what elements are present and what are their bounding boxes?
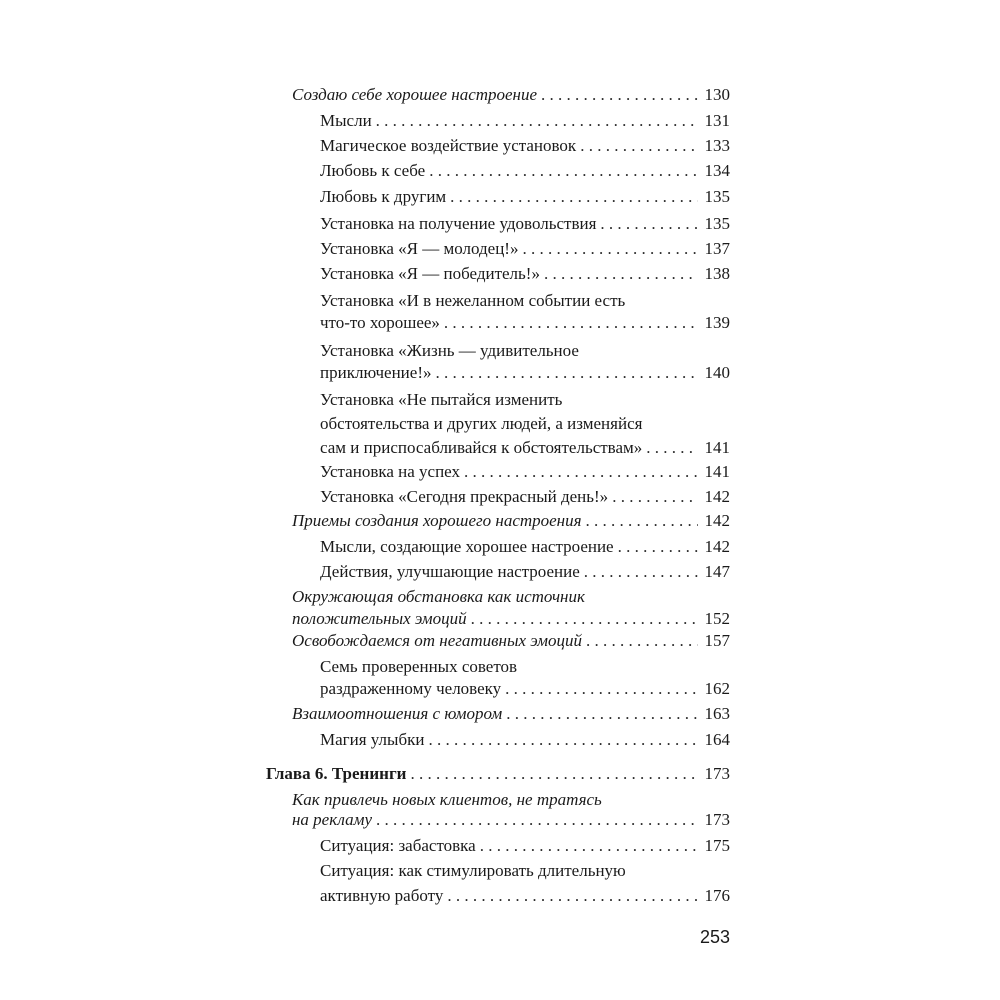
toc-entry-page-number: 131 — [704, 111, 730, 130]
dot-leader — [600, 213, 698, 235]
toc-entry-title: Установка «Сегодня прекрасный день!» — [320, 487, 609, 506]
dot-leader — [480, 835, 698, 857]
toc-entry-last-line — [292, 510, 730, 532]
toc-entry-page-number: 173 — [704, 764, 730, 783]
toc-entry-last-line — [320, 536, 730, 558]
toc-entry-last-line — [320, 835, 730, 857]
toc-entry-line — [320, 656, 517, 678]
toc-entry-title: Установка на получение удовольствия — [320, 214, 597, 233]
toc-entry-title: Магическое воздействие установок — [320, 136, 577, 155]
toc-entry-last-line — [320, 238, 730, 260]
dot-leader — [544, 263, 698, 285]
toc-entry-page-number: 141 — [704, 462, 730, 481]
toc-entry-page-number: 133 — [704, 136, 730, 155]
toc-entry-title: Глава 6. Тренинги — [266, 764, 407, 783]
dot-leader — [586, 630, 698, 652]
toc-entry-page-number: 137 — [704, 239, 730, 258]
toc-entry-page-number: 134 — [704, 161, 730, 180]
toc-entry-last-line — [320, 263, 730, 285]
toc-entry-page-number: 135 — [704, 214, 730, 233]
toc-entry-last-line — [320, 437, 730, 459]
toc-entry-last-line — [320, 729, 730, 751]
toc-entry-title: Приемы создания хорошего настроения — [292, 511, 582, 530]
dot-leader — [429, 160, 698, 182]
toc-entry-last-line — [320, 135, 730, 157]
toc-entry-page-number: 141 — [704, 438, 730, 457]
toc-entry-page-number: 162 — [704, 679, 730, 698]
toc-entry-title: Освобождаемся от негативных эмоций — [292, 631, 582, 650]
toc-entry-title: раздраженному человеку — [320, 679, 502, 698]
toc-entry-last-line — [292, 608, 730, 630]
toc-entry-last-line — [320, 110, 730, 132]
dot-leader — [618, 536, 698, 558]
toc-entry-title: Установка «Я — победитель!» — [320, 264, 540, 283]
toc-entry-title: Любовь к себе — [320, 161, 426, 180]
toc-entry-title: Любовь к другим — [320, 187, 447, 206]
dot-leader — [428, 729, 698, 751]
toc-entry-page-number: 163 — [704, 704, 730, 723]
dot-leader — [612, 486, 698, 508]
toc-entry-last-line — [320, 312, 730, 334]
toc-entry-title: Взаимоотношения с юмором — [292, 704, 503, 723]
toc-entry-page-number: 176 — [704, 886, 730, 905]
toc-entry-last-line — [320, 561, 730, 583]
dot-leader — [444, 312, 698, 334]
toc-entry-line — [320, 340, 579, 362]
toc-entry-last-line — [320, 678, 730, 700]
toc-entry-title: обстоятельства и других людей, а изменяйся — [320, 414, 643, 433]
dot-leader — [471, 608, 698, 630]
dot-leader — [580, 135, 698, 157]
dot-leader — [506, 703, 698, 725]
dot-leader — [376, 809, 698, 831]
dot-leader — [646, 437, 698, 459]
toc-entry-title: Создаю себе хорошее настроение — [292, 85, 538, 104]
toc-entry-line — [292, 586, 585, 608]
toc-entry-last-line — [292, 809, 730, 831]
toc-entry-title: Ситуация: как стимулировать длительную — [320, 861, 626, 880]
dot-leader — [447, 885, 698, 907]
toc-entry-title: на рекламу — [292, 810, 373, 829]
toc-entry-title: Установка «Жизнь — удивительное — [320, 341, 579, 360]
toc-entry-last-line — [292, 703, 730, 725]
toc-entry-page-number: 140 — [704, 363, 730, 382]
toc-entry-line — [292, 789, 602, 811]
toc-entry-title: что-то хорошее» — [320, 313, 440, 332]
dot-leader — [586, 510, 698, 532]
toc-entry-title: Установка «Не пытайся изменить — [320, 390, 563, 409]
dot-leader — [450, 186, 698, 208]
toc-entry-title: Действия, улучшающие настроение — [320, 562, 580, 581]
toc-entry-last-line — [292, 630, 730, 652]
dot-leader — [376, 110, 698, 132]
toc-entry-page-number: 138 — [704, 264, 730, 283]
dot-leader — [436, 362, 699, 384]
toc-entry-line — [320, 389, 562, 411]
toc-entry-last-line — [320, 885, 730, 907]
dot-leader — [541, 84, 698, 106]
toc-entry-last-line — [292, 84, 730, 106]
dot-leader — [410, 763, 698, 785]
toc-entry-last-line — [320, 362, 730, 384]
toc-entry-title: положительных эмоций — [292, 609, 467, 628]
toc-entry-last-line — [320, 486, 730, 508]
toc-entry-last-line — [320, 461, 730, 483]
dot-leader — [584, 561, 698, 583]
toc-entry-page-number: 142 — [704, 511, 730, 530]
toc-entry-last-line — [320, 186, 730, 208]
toc-entry-title: приключение!» — [320, 363, 432, 382]
toc-entry-title: сам и приспосабливайся к обстоятельствам» — [320, 438, 643, 457]
toc-entry-page-number: 135 — [704, 187, 730, 206]
toc-entry-title: Установка «И в нежеланном событии есть — [320, 291, 626, 310]
page-number: 253 — [699, 927, 730, 947]
toc-entry-title: Установка на успех — [320, 462, 461, 481]
toc-entry-page-number: 157 — [704, 631, 730, 650]
toc-entry-title: Установка «Я — молодец!» — [320, 239, 519, 258]
toc-entry-line — [320, 290, 625, 312]
dot-leader — [464, 461, 698, 483]
toc-entry-page-number: 142 — [704, 537, 730, 556]
toc-entry-title: Как привлечь новых клиентов, не тратясь — [292, 790, 602, 809]
toc-entry-title: Семь проверенных советов — [320, 657, 518, 676]
toc-entry-title: Мысли, создающие хорошее настроение — [320, 537, 614, 556]
dot-leader — [505, 678, 698, 700]
toc-entry-page-number: 173 — [704, 810, 730, 829]
toc-entry-page-number: 142 — [704, 487, 730, 506]
toc-entry-page-number: 130 — [704, 85, 730, 104]
toc-entry-last-line — [320, 213, 730, 235]
toc-entry-page-number: 175 — [704, 836, 730, 855]
toc-entry-title: активную работу — [320, 886, 444, 905]
toc-entry-title: Мысли — [320, 111, 372, 130]
toc-entry-page-number: 164 — [704, 730, 730, 749]
toc-entry-title: Магия улыбки — [320, 730, 425, 749]
toc-entry-line — [320, 860, 626, 882]
toc-entry-page-number: 139 — [704, 313, 730, 332]
toc-entry-last-line — [320, 160, 730, 182]
toc-entry-page-number: 152 — [704, 609, 730, 628]
toc-entry-line — [320, 413, 642, 435]
dot-leader — [522, 238, 698, 260]
toc-entry-title: Ситуация: забастовка — [320, 836, 476, 855]
toc-entry-title: Окружающая обстановка как источник — [292, 587, 585, 606]
toc-entry-page-number: 147 — [704, 562, 730, 581]
toc-entry-last-line — [266, 763, 730, 785]
